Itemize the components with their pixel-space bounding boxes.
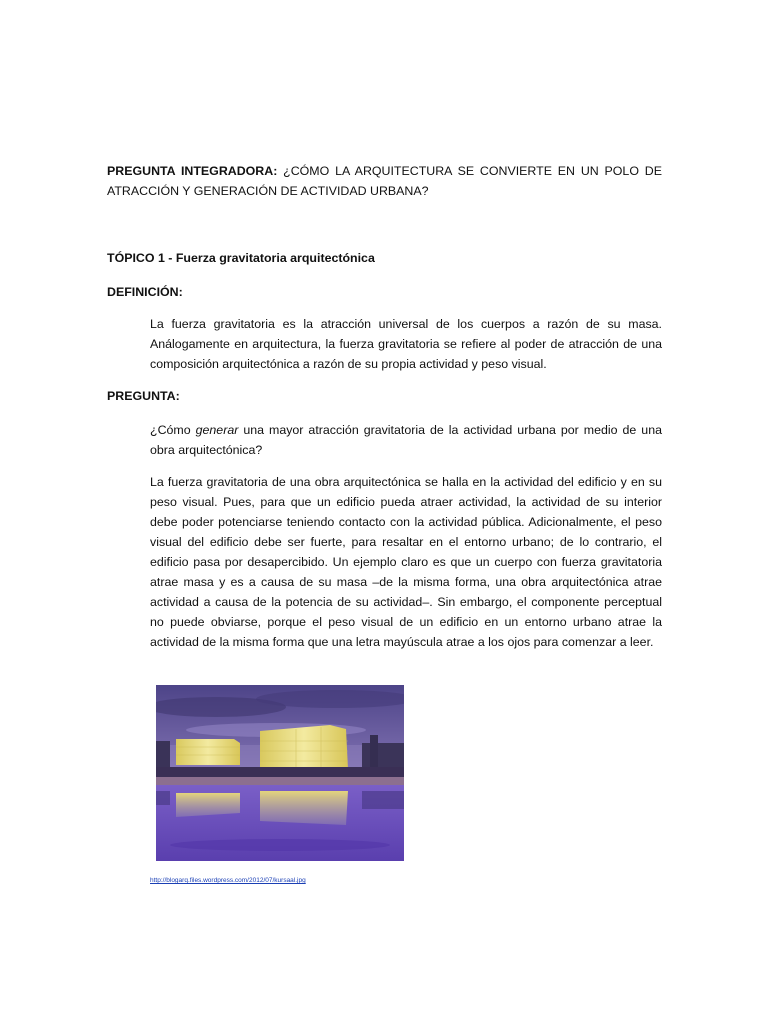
topic-title: TÓPICO 1 - Fuerza gravitatoria arquitectónica <box>107 251 375 265</box>
question-suffix: una mayor atracción gravitatoria de la actividad urbana por medio de una obra arquitectónica? <box>150 423 662 457</box>
definition-label: DEFINICIÓN: <box>107 285 183 299</box>
image-credit-link[interactable]: http://blogarq.files.wordpress.com/2012/07/kursaal.jpg <box>150 877 306 884</box>
question-text <box>150 420 662 460</box>
question-label: PREGUNTA: <box>107 389 180 403</box>
kursaal-photo <box>156 685 404 861</box>
answer-paragraph: La fuerza gravitatoria de una obra arquitectónica se halla en la actividad del edificio y en su peso visual. Pues, para que un edificio pueda atraer actividad, la actividad de su interior debe poder potenciarse teniendo contacto con la actividad pública. Adicionalmente, el peso visual del edificio debe ser fuerte, para resaltar en el entorno urbano; de lo contrario, el edificio pasa por desapercibido. Un ejemplo claro es que un cuerpo con fuerza gravitatoria atrae masa y es a causa de su masa –de la misma forma, una obra arquitectónica atrae actividad a causa de la potencia de su actividad–. Sin embargo, el componente perceptual no puede obviarse, porque el peso visual de un edificio en un entorno urbano atrae la actividad de la misma forma que una letra mayúscula atrae a los ojos para comenzar a leer. <box>150 475 662 649</box>
integrating-question-text: ¿CÓMO LA ARQUITECTURA SE CONVIERTE EN UN POLO DE ATRACCIÓN Y GENERACIÓN DE ACTIVIDAD URBANA? <box>107 164 662 198</box>
kursaal-photo-illustration <box>156 685 404 861</box>
integrating-question <box>107 161 662 201</box>
integrating-question-label: PREGUNTA INTEGRADORA: <box>107 164 278 178</box>
definition-text: La fuerza gravitatoria es la atracción universal de los cuerpos a razón de su masa. Análogamente en arquitectura, la fuerza gravitatoria se refiere al poder de atracción de una composición arquitectónica a razón de su propia actividad y peso visual. <box>150 317 662 371</box>
question-prefix: ¿Cómo <box>150 423 196 437</box>
question-emphasis: generar <box>195 423 239 437</box>
